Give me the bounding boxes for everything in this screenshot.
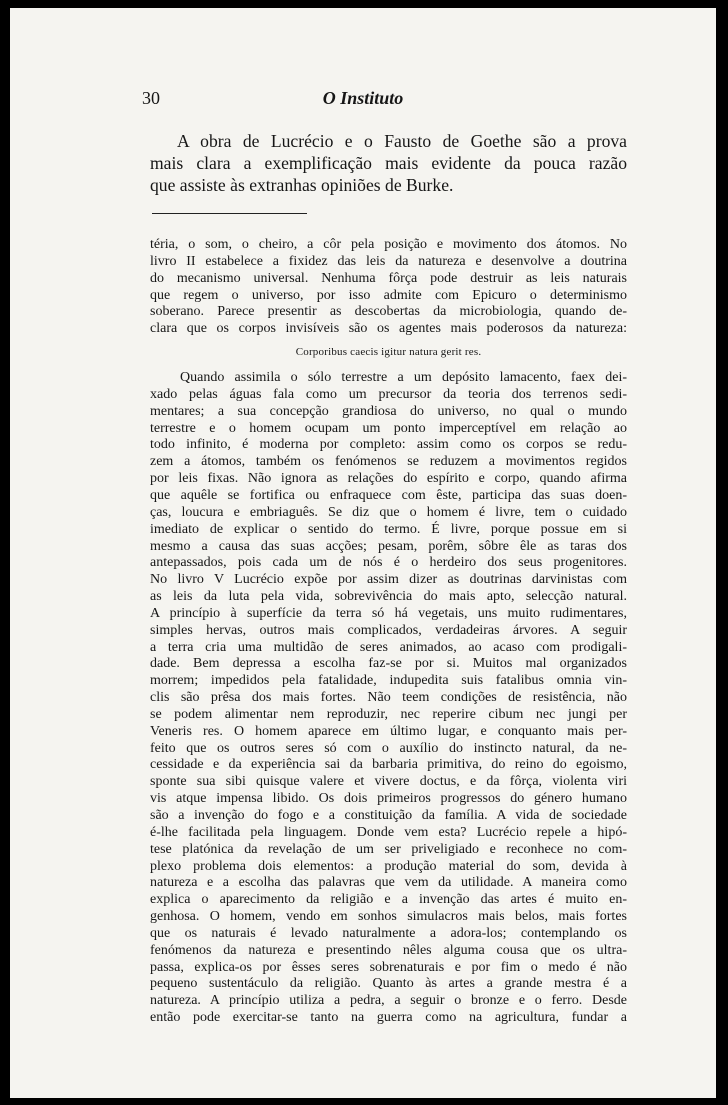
text-line: feito que os outros seres só com o auxílio do instincto natural, da ne- xyxy=(150,740,627,756)
text-line: que regem o universo, por isso admite com Epicuro o determinismo xyxy=(150,287,627,303)
text-line: vis atque impensa libido. Os dois primeiros progressos do género humano xyxy=(150,791,627,807)
footnote-paragraph xyxy=(150,237,627,338)
lead-line: mais clara a exemplificação mais evidente da pouca razão xyxy=(150,153,627,173)
text-line: clis são prêsa dos mais fortes. Não teem condições de resistência, não xyxy=(150,690,627,706)
text-line: que aquêle se fortifica ou enfraquece com êste, participa das suas doen- xyxy=(150,487,627,503)
text-line: por leis fixas. Não ignora as relações do espírito e corpo, quando afirma xyxy=(150,471,627,487)
text-line: xado pelas águas fala como um precursor da teoria dos terrenos sedi- xyxy=(150,386,627,402)
text-line: Quando assimila o sólo terrestre a um depósito lamacento, faex dei- xyxy=(180,370,627,386)
text-line: No livro V Lucrécio expõe por assim dizer as doutrinas darvinistas com xyxy=(150,572,627,588)
text-line: natureza e a escolha das palavras que vem da utilidade. A maneira como xyxy=(150,875,627,891)
text-line: terrestre e o homem ocupam um ponto imperceptível em relação ao xyxy=(150,420,627,436)
text-line: cessidade e da experiência sai da barbaria primitiva, do reino do egoismo, xyxy=(150,757,627,773)
text-line: zem a átomos, também os fenómenos se reduzem a movimentos regidos xyxy=(150,454,627,470)
text-line: é-lhe facilitada pela linguagem. Donde vem esta? Lucrécio repele a hipó- xyxy=(150,824,627,840)
text-line: A princípio à superfície da terra só há vegetais, uns muito rudimentares, xyxy=(150,605,627,621)
text-line: natureza. A princípio utiliza a pedra, a seguir o bronze e o ferro. Desde xyxy=(150,993,627,1009)
running-title: O Instituto xyxy=(322,88,404,108)
latin-quote: Corporibus caecis igitur natura gerit res. xyxy=(295,346,482,359)
lead-paragraph xyxy=(150,130,627,196)
text-line: livro II estabelece a fixidez das leis da natureza e desenvolve a doutrina xyxy=(150,253,627,269)
text-line: fenómenos da natureza e presentindo nêles alguma cousa que os ultra- xyxy=(150,942,627,958)
lead-line: que assiste às extranhas opiniões de Burke. xyxy=(150,175,454,195)
text-line: as leis da luta pela vida, sobrevivência do mais apto, selecção natural. xyxy=(150,589,627,605)
text-line: a terra cria uma multidão de seres animados, ao acaso com prodigali- xyxy=(150,639,627,655)
text-line: sponte sua sibi quisque valere et vivere doctus, e da fôrça, violenta viri xyxy=(150,774,627,790)
text-line: genhosa. O homem, vendo em sonhos simulacros mais belos, mais fortes xyxy=(150,909,627,925)
text-line: todo infinito, é moderna por completo: assim como os corpos se redu- xyxy=(150,437,627,453)
book-page xyxy=(10,8,716,1098)
text-line: mentares; a sua concepção grandiosa do universo, no qual o mundo xyxy=(150,403,627,419)
text-line: soberano. Parece presentir as descobertas da microbiologia, quando de- xyxy=(150,304,627,320)
text-line: passa, explica-os por êsses seres sobrenaturais e por fim o medo é não xyxy=(150,959,627,975)
text-line: pequeno sustentáculo da religião. Quanto às artes a grande mestra é a xyxy=(150,976,627,992)
footnote-block xyxy=(150,237,627,1027)
text-line: Veneris res. O homem aparece em último lugar, e conquanto mais per- xyxy=(150,723,627,739)
text-line: então pode exercitar-se tanto na guerra como na agricultura, fundar a xyxy=(150,1010,627,1026)
page-number: 30 xyxy=(142,88,160,108)
text-line: dade. Bem depressa a escolha faz-se por si. Muitos mal organizados xyxy=(150,656,627,672)
text-line: antepassados, pois cada um de nós é o herdeiro dos seus progenitores. xyxy=(150,555,627,571)
page-header xyxy=(10,88,716,114)
text-line: se podem alimentar nem reproduzir, nec reperire cibum nec jungi per xyxy=(150,706,627,722)
text-line: que os naturais é levado naturalmente a adora-los; contemplando os xyxy=(150,925,627,941)
text-line: mesmo a causa das suas acções; pesam, porêm, sôbre êle as taras dos xyxy=(150,538,627,554)
text-line: explica o aparecimento da religião e a invenção das artes é muito en- xyxy=(150,892,627,908)
footnote-rule xyxy=(152,213,307,214)
text-line: ças, loucura e embriaguês. Se diz que o homem é livre, tem o cuidado xyxy=(150,504,627,520)
text-line: plexo problema dois elementos: a produção material do som, devida à xyxy=(150,858,627,874)
text-line: clara que os corpos invisíveis são os agentes mais poderosos da natureza: xyxy=(150,321,627,337)
text-line: imediato de explicar o sentido do termo. É livre, porque possue em si xyxy=(150,521,627,537)
text-line: morrem; impedidos pela fatalidade, indupedita suis fatalibus omnia vin- xyxy=(150,673,627,689)
text-line: são a invenção do fogo e a constituição da família. A vida de sociedade xyxy=(150,808,627,823)
text-line: do mecanismo universal. Nenhuma fôrça pode destruir as leis naturais xyxy=(150,270,627,286)
footnote-paragraph xyxy=(150,370,627,1027)
text-line: tese platónica da revelação de um ser priveligiado e reconhece no com- xyxy=(150,841,627,857)
text-line: simples hervas, outros mais complicados, verdadeiras árvores. A seguir xyxy=(150,622,627,638)
lead-line: A obra de Lucrécio e o Fausto de Goethe são a prova xyxy=(177,131,627,151)
text-line: téria, o som, o cheiro, a côr pela posição e movimento dos átomos. No xyxy=(150,237,627,252)
